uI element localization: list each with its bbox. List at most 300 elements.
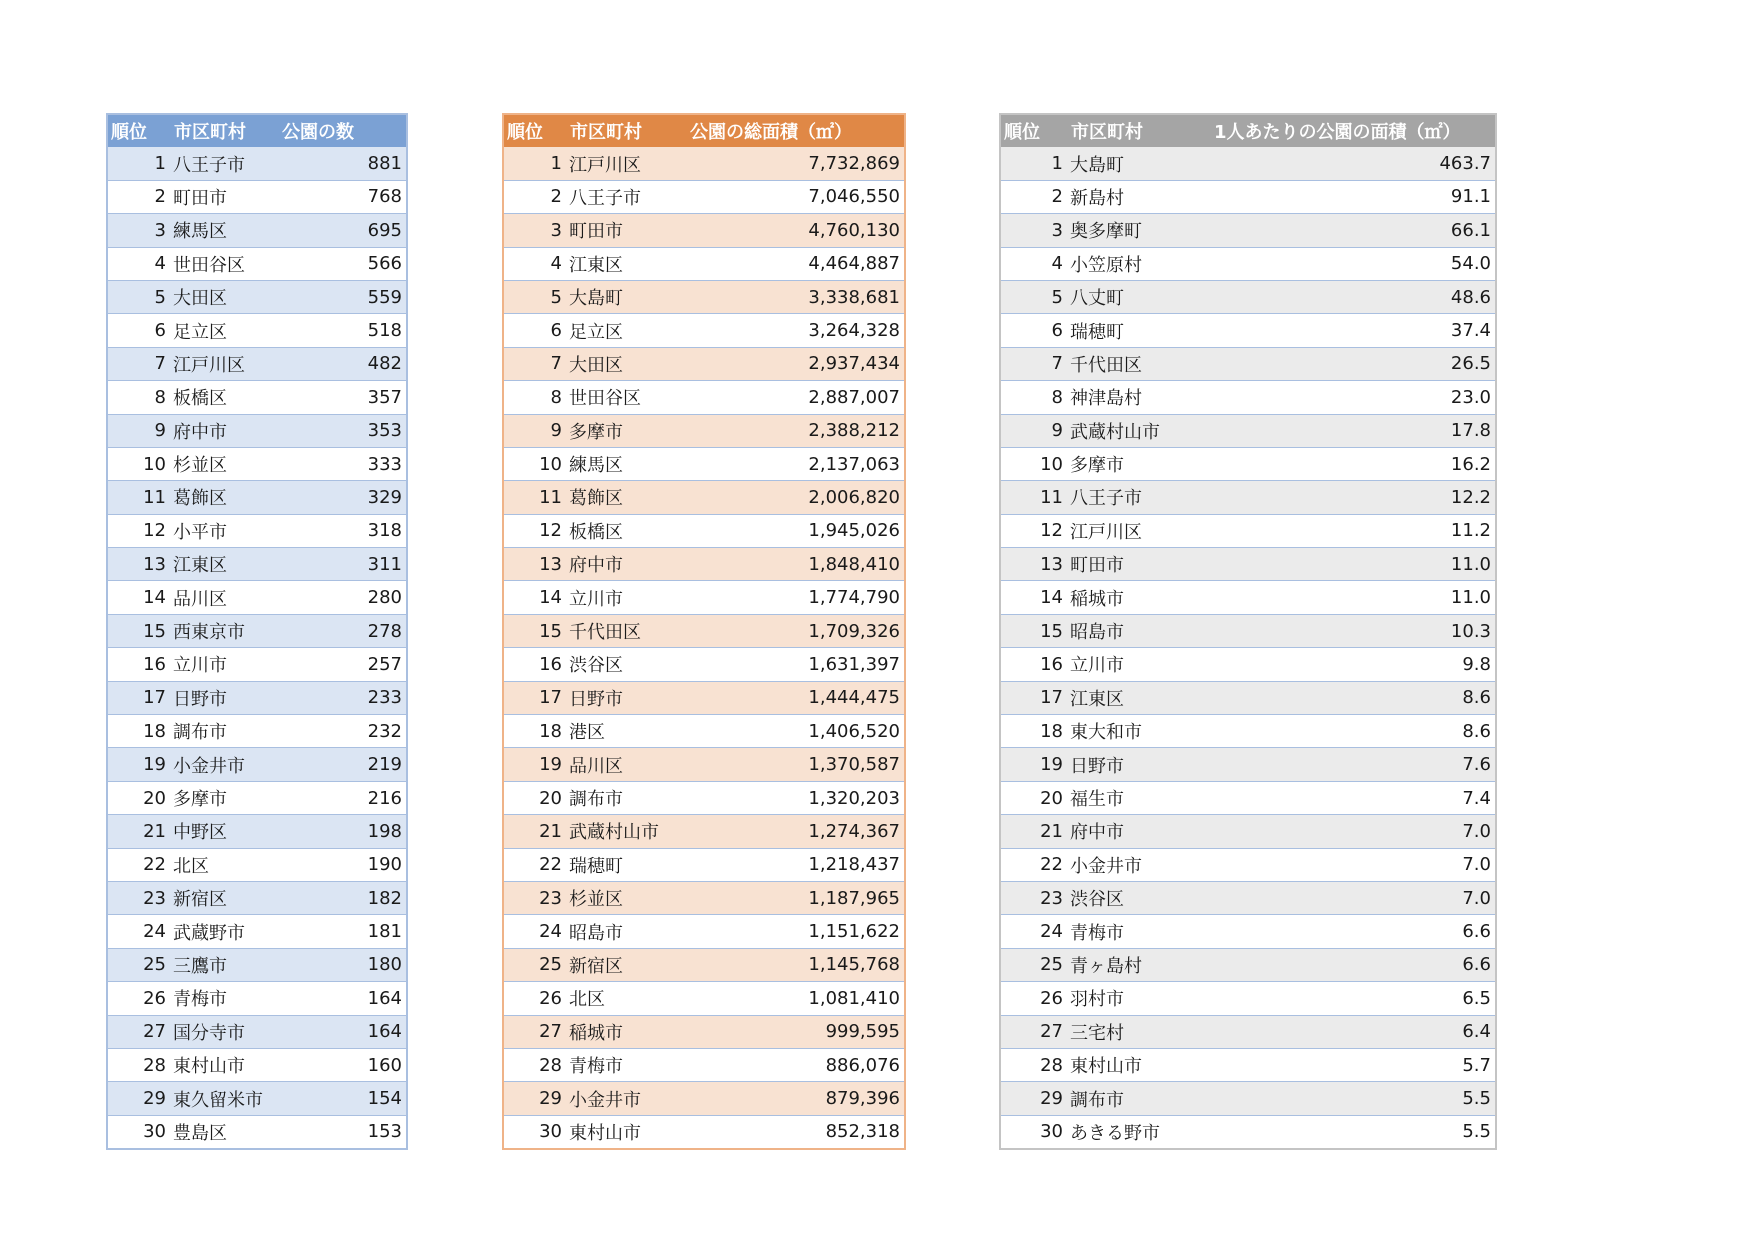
table-row xyxy=(1000,781,1496,814)
value-cell: 333 xyxy=(279,447,407,480)
table-row xyxy=(107,614,407,647)
table-row xyxy=(1000,214,1496,247)
rank-cell: 7 xyxy=(1000,347,1068,380)
rank-cell: 10 xyxy=(107,447,171,480)
table-body xyxy=(503,147,905,1149)
rank-cell: 13 xyxy=(503,548,567,581)
table-row xyxy=(1000,280,1496,313)
table-row xyxy=(503,280,905,313)
municipality-cell: 羽村市 xyxy=(1068,982,1178,1015)
value-cell: 8.6 xyxy=(1178,681,1496,714)
table-row xyxy=(107,581,407,614)
rank-cell: 27 xyxy=(1000,1015,1068,1048)
municipality-cell: 瑞穂町 xyxy=(1068,314,1178,347)
value-cell: 1,406,520 xyxy=(687,715,905,748)
value-cell: 198 xyxy=(279,815,407,848)
rank-cell: 30 xyxy=(503,1115,567,1149)
municipality-cell: 東村山市 xyxy=(171,1048,279,1081)
rank-cell: 1 xyxy=(107,147,171,180)
value-cell: 48.6 xyxy=(1178,280,1496,313)
value-cell: 11.2 xyxy=(1178,514,1496,547)
table-row xyxy=(503,715,905,748)
municipality-cell: 北区 xyxy=(171,848,279,881)
value-cell: 1,320,203 xyxy=(687,781,905,814)
rank-cell: 6 xyxy=(1000,314,1068,347)
table-row xyxy=(107,815,407,848)
table-row xyxy=(107,214,407,247)
rank-cell: 7 xyxy=(503,347,567,380)
table-row xyxy=(503,1015,905,1048)
value-cell: 278 xyxy=(279,614,407,647)
header-rank: 順位 xyxy=(111,122,147,144)
municipality-cell: 立川市 xyxy=(1068,648,1178,681)
rank-cell: 11 xyxy=(503,481,567,514)
rank-cell: 19 xyxy=(503,748,567,781)
municipality-cell: 八丈町 xyxy=(1068,280,1178,313)
value-cell: 353 xyxy=(279,414,407,447)
table-row xyxy=(503,214,905,247)
value-cell: 1,370,587 xyxy=(687,748,905,781)
table-row xyxy=(107,147,407,180)
table-row xyxy=(107,180,407,213)
value-cell: 1,444,475 xyxy=(687,681,905,714)
rank-cell: 17 xyxy=(107,681,171,714)
municipality-cell: 稲城市 xyxy=(567,1015,687,1048)
municipality-cell: 練馬区 xyxy=(171,214,279,247)
municipality-cell: 小金井市 xyxy=(1068,848,1178,881)
rank-cell: 2 xyxy=(1000,180,1068,213)
rank-cell: 2 xyxy=(503,180,567,213)
table-row xyxy=(1000,915,1496,948)
table-row xyxy=(1000,614,1496,647)
municipality-cell: 江戸川区 xyxy=(1068,514,1178,547)
municipality-cell: 武蔵村山市 xyxy=(567,815,687,848)
rank-cell: 28 xyxy=(107,1048,171,1081)
value-cell: 233 xyxy=(279,681,407,714)
value-cell: 160 xyxy=(279,1048,407,1081)
municipality-cell: 小金井市 xyxy=(567,1082,687,1115)
table-row xyxy=(1000,748,1496,781)
rank-cell: 5 xyxy=(503,280,567,313)
value-cell: 311 xyxy=(279,548,407,581)
value-cell: 768 xyxy=(279,180,407,213)
value-cell: 12.2 xyxy=(1178,481,1496,514)
municipality-cell: 八王子市 xyxy=(567,180,687,213)
rank-cell: 3 xyxy=(107,214,171,247)
rank-cell: 14 xyxy=(1000,581,1068,614)
table-row xyxy=(503,180,905,213)
municipality-cell: 板橋区 xyxy=(171,381,279,414)
municipality-cell: 大島町 xyxy=(567,280,687,313)
table-row xyxy=(503,848,905,881)
municipality-cell: 杉並区 xyxy=(171,447,279,480)
value-cell: 164 xyxy=(279,982,407,1015)
park-area-per-person-table xyxy=(999,113,1497,1150)
rank-cell: 24 xyxy=(503,915,567,948)
municipality-cell: 八王子市 xyxy=(1068,481,1178,514)
municipality-cell: 世田谷区 xyxy=(567,381,687,414)
table-row xyxy=(503,548,905,581)
value-cell: 566 xyxy=(279,247,407,280)
table-row xyxy=(107,314,407,347)
municipality-cell: 多摩市 xyxy=(171,781,279,814)
municipality-cell: 港区 xyxy=(567,715,687,748)
rank-cell: 1 xyxy=(1000,147,1068,180)
rank-cell: 18 xyxy=(107,715,171,748)
table-header-row xyxy=(107,114,407,147)
value-cell: 1,081,410 xyxy=(687,982,905,1015)
value-cell: 182 xyxy=(279,881,407,914)
rank-cell: 20 xyxy=(1000,781,1068,814)
rank-cell: 9 xyxy=(503,414,567,447)
table-row xyxy=(503,347,905,380)
rank-cell: 18 xyxy=(503,715,567,748)
table-row xyxy=(1000,1048,1496,1081)
table-body xyxy=(1000,147,1496,1149)
municipality-cell: 青梅市 xyxy=(1068,915,1178,948)
municipality-cell: 西東京市 xyxy=(171,614,279,647)
table-row xyxy=(107,748,407,781)
value-cell: 7.0 xyxy=(1178,815,1496,848)
table-row xyxy=(503,915,905,948)
rank-cell: 8 xyxy=(1000,381,1068,414)
rank-cell: 16 xyxy=(107,648,171,681)
rank-cell: 21 xyxy=(1000,815,1068,848)
table-row xyxy=(1000,848,1496,881)
value-cell: 23.0 xyxy=(1178,381,1496,414)
value-cell: 559 xyxy=(279,280,407,313)
municipality-cell: 調布市 xyxy=(567,781,687,814)
municipality-cell: 江東区 xyxy=(171,548,279,581)
table-row xyxy=(503,447,905,480)
table-row xyxy=(107,848,407,881)
rank-cell: 21 xyxy=(503,815,567,848)
value-cell: 881 xyxy=(279,147,407,180)
value-cell: 4,760,130 xyxy=(687,214,905,247)
value-cell: 5.5 xyxy=(1178,1082,1496,1115)
table-row xyxy=(503,481,905,514)
value-cell: 181 xyxy=(279,915,407,948)
rank-cell: 29 xyxy=(1000,1082,1068,1115)
value-cell: 886,076 xyxy=(687,1048,905,1081)
table-row xyxy=(503,748,905,781)
rank-cell: 16 xyxy=(1000,648,1068,681)
municipality-cell: 調布市 xyxy=(1068,1082,1178,1115)
municipality-cell: 府中市 xyxy=(1068,815,1178,848)
municipality-cell: 小笠原村 xyxy=(1068,247,1178,280)
rank-cell: 28 xyxy=(503,1048,567,1081)
rank-cell: 25 xyxy=(107,948,171,981)
rank-cell: 18 xyxy=(1000,715,1068,748)
municipality-cell: 葛飾区 xyxy=(567,481,687,514)
rank-cell: 15 xyxy=(1000,614,1068,647)
value-cell: 7.6 xyxy=(1178,748,1496,781)
rank-cell: 23 xyxy=(1000,881,1068,914)
value-cell: 2,937,434 xyxy=(687,347,905,380)
rank-cell: 14 xyxy=(503,581,567,614)
table-row xyxy=(107,414,407,447)
rank-cell: 11 xyxy=(1000,481,1068,514)
value-cell: 318 xyxy=(279,514,407,547)
value-cell: 1,151,622 xyxy=(687,915,905,948)
table-row xyxy=(503,1048,905,1081)
municipality-cell: 町田市 xyxy=(567,214,687,247)
municipality-cell: 世田谷区 xyxy=(171,247,279,280)
municipality-cell: 小平市 xyxy=(171,514,279,547)
value-cell: 2,388,212 xyxy=(687,414,905,447)
rank-cell: 20 xyxy=(503,781,567,814)
table-row xyxy=(1000,982,1496,1015)
value-cell: 1,218,437 xyxy=(687,848,905,881)
value-cell: 879,396 xyxy=(687,1082,905,1115)
table-row xyxy=(107,1048,407,1081)
table-row xyxy=(1000,681,1496,714)
table-row xyxy=(1000,447,1496,480)
value-cell: 153 xyxy=(279,1115,407,1149)
municipality-cell: 福生市 xyxy=(1068,781,1178,814)
municipality-cell: 渋谷区 xyxy=(567,648,687,681)
municipality-cell: 新宿区 xyxy=(567,948,687,981)
value-cell: 11.0 xyxy=(1178,581,1496,614)
value-cell: 2,887,007 xyxy=(687,381,905,414)
municipality-cell: 東久留米市 xyxy=(171,1082,279,1115)
municipality-cell: 江東区 xyxy=(567,247,687,280)
value-cell: 6.5 xyxy=(1178,982,1496,1015)
rank-cell: 30 xyxy=(1000,1115,1068,1149)
park-total-area-table xyxy=(502,113,906,1150)
table-row xyxy=(107,548,407,581)
rank-cell: 17 xyxy=(503,681,567,714)
municipality-cell: 町田市 xyxy=(1068,548,1178,581)
value-cell: 5.7 xyxy=(1178,1048,1496,1081)
municipality-cell: 新宿区 xyxy=(171,881,279,914)
municipality-cell: 大島町 xyxy=(1068,147,1178,180)
rank-cell: 5 xyxy=(107,280,171,313)
rank-cell: 30 xyxy=(107,1115,171,1149)
park-count-table xyxy=(106,113,408,1150)
rank-cell: 15 xyxy=(107,614,171,647)
rank-cell: 22 xyxy=(1000,848,1068,881)
municipality-cell: 三鷹市 xyxy=(171,948,279,981)
value-cell: 7,046,550 xyxy=(687,180,905,213)
rank-cell: 21 xyxy=(107,815,171,848)
table-row xyxy=(1000,1115,1496,1149)
table-row xyxy=(107,781,407,814)
value-cell: 154 xyxy=(279,1082,407,1115)
municipality-cell: 町田市 xyxy=(171,180,279,213)
rank-cell: 27 xyxy=(107,1015,171,1048)
rank-cell: 6 xyxy=(107,314,171,347)
table-row xyxy=(1000,648,1496,681)
rank-cell: 12 xyxy=(107,514,171,547)
table-row xyxy=(107,915,407,948)
table-row xyxy=(1000,414,1496,447)
value-cell: 26.5 xyxy=(1178,347,1496,380)
municipality-cell: 多摩市 xyxy=(1068,447,1178,480)
rank-cell: 11 xyxy=(107,481,171,514)
municipality-cell: 千代田区 xyxy=(567,614,687,647)
table-row xyxy=(1000,247,1496,280)
value-cell: 463.7 xyxy=(1178,147,1496,180)
table-row xyxy=(503,815,905,848)
municipality-cell: 足立区 xyxy=(171,314,279,347)
table-row xyxy=(503,614,905,647)
value-cell: 2,137,063 xyxy=(687,447,905,480)
municipality-cell: あきる野市 xyxy=(1068,1115,1178,1149)
value-cell: 54.0 xyxy=(1178,247,1496,280)
value-cell: 7.4 xyxy=(1178,781,1496,814)
value-cell: 10.3 xyxy=(1178,614,1496,647)
header-municipality: 市区町村 xyxy=(570,122,642,144)
table-row xyxy=(503,781,905,814)
rank-cell: 5 xyxy=(1000,280,1068,313)
value-cell: 518 xyxy=(279,314,407,347)
value-cell: 3,264,328 xyxy=(687,314,905,347)
municipality-cell: 小金井市 xyxy=(171,748,279,781)
value-cell: 91.1 xyxy=(1178,180,1496,213)
value-cell: 6.6 xyxy=(1178,915,1496,948)
table-row xyxy=(1000,1082,1496,1115)
table-row xyxy=(503,314,905,347)
municipality-cell: 日野市 xyxy=(567,681,687,714)
rank-cell: 12 xyxy=(1000,514,1068,547)
table-row xyxy=(503,1115,905,1149)
table-row xyxy=(503,581,905,614)
value-cell: 164 xyxy=(279,1015,407,1048)
municipality-cell: 渋谷区 xyxy=(1068,881,1178,914)
value-cell: 1,631,397 xyxy=(687,648,905,681)
value-cell: 1,848,410 xyxy=(687,548,905,581)
table-body xyxy=(107,147,407,1149)
municipality-cell: 青ヶ島村 xyxy=(1068,948,1178,981)
value-cell: 2,006,820 xyxy=(687,481,905,514)
table-row xyxy=(1000,881,1496,914)
header-area-per-person: 1人あたりの公園の面積（㎡） xyxy=(1214,122,1461,144)
rank-cell: 13 xyxy=(107,548,171,581)
header-rank: 順位 xyxy=(1004,122,1040,144)
municipality-cell: 青梅市 xyxy=(171,982,279,1015)
table-row xyxy=(1000,1015,1496,1048)
header-park-count: 公園の数 xyxy=(282,122,354,144)
table-row xyxy=(107,1082,407,1115)
value-cell: 232 xyxy=(279,715,407,748)
municipality-cell: 杉並区 xyxy=(567,881,687,914)
value-cell: 16.2 xyxy=(1178,447,1496,480)
table-header-row xyxy=(1000,114,1496,147)
value-cell: 4,464,887 xyxy=(687,247,905,280)
value-cell: 5.5 xyxy=(1178,1115,1496,1149)
table-row xyxy=(1000,548,1496,581)
value-cell: 1,274,367 xyxy=(687,815,905,848)
table-row xyxy=(1000,147,1496,180)
municipality-cell: 大田区 xyxy=(567,347,687,380)
table-row xyxy=(503,1082,905,1115)
municipality-cell: 練馬区 xyxy=(567,447,687,480)
value-cell: 1,709,326 xyxy=(687,614,905,647)
rank-cell: 10 xyxy=(1000,447,1068,480)
rank-cell: 25 xyxy=(503,948,567,981)
rank-cell: 15 xyxy=(503,614,567,647)
value-cell: 7,732,869 xyxy=(687,147,905,180)
value-cell: 216 xyxy=(279,781,407,814)
table-row xyxy=(1000,815,1496,848)
rank-cell: 24 xyxy=(107,915,171,948)
municipality-cell: 府中市 xyxy=(171,414,279,447)
table-row xyxy=(107,514,407,547)
table-row xyxy=(107,948,407,981)
municipality-cell: 調布市 xyxy=(171,715,279,748)
table-row xyxy=(503,681,905,714)
municipality-cell: 北区 xyxy=(567,982,687,1015)
municipality-cell: 瑞穂町 xyxy=(567,848,687,881)
municipality-cell: 府中市 xyxy=(567,548,687,581)
rank-cell: 22 xyxy=(107,848,171,881)
table-row xyxy=(107,381,407,414)
municipality-cell: 東村山市 xyxy=(567,1115,687,1149)
municipality-cell: 武蔵野市 xyxy=(171,915,279,948)
rank-cell: 20 xyxy=(107,781,171,814)
header-rank: 順位 xyxy=(507,122,543,144)
municipality-cell: 日野市 xyxy=(171,681,279,714)
value-cell: 9.8 xyxy=(1178,648,1496,681)
rank-cell: 3 xyxy=(503,214,567,247)
table-row xyxy=(503,414,905,447)
table-row xyxy=(503,147,905,180)
municipality-cell: 豊島区 xyxy=(171,1115,279,1149)
rank-cell: 14 xyxy=(107,581,171,614)
table-row xyxy=(107,280,407,313)
value-cell: 7.0 xyxy=(1178,881,1496,914)
rank-cell: 12 xyxy=(503,514,567,547)
rank-cell: 7 xyxy=(107,347,171,380)
table-row xyxy=(503,648,905,681)
municipality-cell: 八王子市 xyxy=(171,147,279,180)
value-cell: 17.8 xyxy=(1178,414,1496,447)
rank-cell: 29 xyxy=(503,1082,567,1115)
rank-cell: 16 xyxy=(503,648,567,681)
value-cell: 999,595 xyxy=(687,1015,905,1048)
rank-cell: 3 xyxy=(1000,214,1068,247)
rank-cell: 6 xyxy=(503,314,567,347)
municipality-cell: 青梅市 xyxy=(567,1048,687,1081)
municipality-cell: 東村山市 xyxy=(1068,1048,1178,1081)
municipality-cell: 立川市 xyxy=(171,648,279,681)
table-row xyxy=(107,681,407,714)
table-row xyxy=(503,881,905,914)
rank-cell: 4 xyxy=(503,247,567,280)
value-cell: 1,187,965 xyxy=(687,881,905,914)
value-cell: 6.4 xyxy=(1178,1015,1496,1048)
value-cell: 482 xyxy=(279,347,407,380)
rank-cell: 2 xyxy=(107,180,171,213)
table-header-row xyxy=(503,114,905,147)
rank-cell: 23 xyxy=(107,881,171,914)
rank-cell: 9 xyxy=(107,414,171,447)
table-row xyxy=(1000,581,1496,614)
table-row xyxy=(1000,715,1496,748)
rank-cell: 4 xyxy=(1000,247,1068,280)
table-row xyxy=(107,982,407,1015)
value-cell: 257 xyxy=(279,648,407,681)
municipality-cell: 江戸川区 xyxy=(567,147,687,180)
municipality-cell: 昭島市 xyxy=(1068,614,1178,647)
value-cell: 3,338,681 xyxy=(687,280,905,313)
table-row xyxy=(107,881,407,914)
rank-cell: 1 xyxy=(503,147,567,180)
rank-cell: 27 xyxy=(503,1015,567,1048)
table-row xyxy=(1000,481,1496,514)
municipality-cell: 東大和市 xyxy=(1068,715,1178,748)
